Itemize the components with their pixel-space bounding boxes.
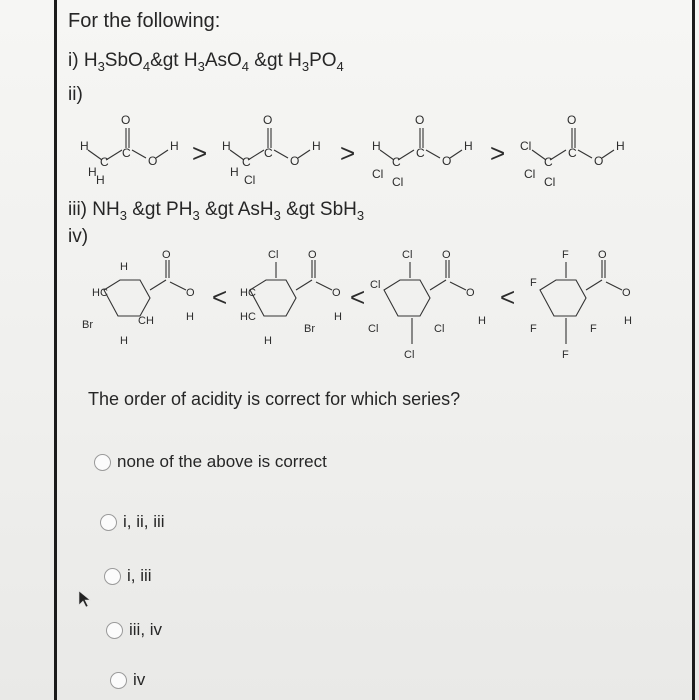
iv-r2-o2: O xyxy=(332,287,341,299)
option-none-label: none of the above is correct xyxy=(117,452,327,471)
iv-r4-h: H xyxy=(624,315,632,327)
radio-iv[interactable] xyxy=(110,672,127,689)
option-iii-iv[interactable] xyxy=(106,620,162,640)
iv-r3-cl5: Cl xyxy=(404,349,415,361)
ii-s3-c: C xyxy=(392,155,401,169)
iv-r4-f2: F xyxy=(530,277,537,289)
ii-s1-c2: C xyxy=(122,146,131,160)
ii-s2-o-top: O xyxy=(263,113,273,127)
ii-s3-o-top: O xyxy=(415,113,425,127)
ii-s2-h3: H xyxy=(230,165,239,179)
ii-s3-cl2: Cl xyxy=(392,175,404,189)
ii-s1-h3: H xyxy=(88,165,97,179)
ii-s3-cl: Cl xyxy=(372,167,384,181)
iv-r2-o: O xyxy=(308,249,317,261)
ii-s4-o-top: O xyxy=(567,113,577,127)
iv-r2-hc2: HC xyxy=(240,311,256,323)
iv-r1-o2: O xyxy=(186,287,195,299)
iv-r3-cl4: Cl xyxy=(434,323,445,335)
iv-r2-hc: HC xyxy=(240,287,256,299)
ii-s3-h: H xyxy=(372,139,381,153)
option-i-ii-iii[interactable] xyxy=(100,512,165,532)
ii-s4-c2: C xyxy=(568,146,577,160)
series-ii-label: ii) xyxy=(68,84,83,105)
option-i-iii[interactable] xyxy=(104,566,152,586)
ii-gt-2: > xyxy=(340,138,356,168)
iv-r1-hc: HC xyxy=(92,287,108,299)
iv-r3-h: H xyxy=(478,315,486,327)
series-i: i) $H_3SbO_4\&gt$ $H_3AsO_4$ &gt $H_3PO_4$ xyxy=(68,50,344,74)
iv-r4-f3: F xyxy=(530,323,537,335)
iv-r2-h: H xyxy=(334,311,342,323)
ii-s4-cl3: Cl xyxy=(544,175,556,189)
ii-s2-h: H xyxy=(222,139,231,153)
ii-s2-c2: C xyxy=(264,146,273,160)
iv-r4-o2: O xyxy=(622,287,631,299)
iv-r3-cl2: Cl xyxy=(370,279,381,291)
question-text: The order of acidity is correct for which series? xyxy=(88,389,461,409)
iv-r1-br: Br xyxy=(82,319,93,331)
series-iv-label: iv) xyxy=(68,226,89,247)
option-i-iii-label: i, iii xyxy=(127,566,152,585)
option-iii-iv-label: iii, iv xyxy=(129,620,163,639)
iv-lt-3: < xyxy=(500,282,516,312)
iv-r4-f4: F xyxy=(590,323,597,335)
iv-lt-1: < xyxy=(212,282,228,312)
option-i-ii-iii-label: i, ii, iii xyxy=(123,512,165,531)
iv-r1-o: O xyxy=(162,249,171,261)
iv-r4-f5: F xyxy=(562,349,569,361)
ii-s4-c: C xyxy=(544,155,553,169)
iv-r3-cl: Cl xyxy=(402,249,413,261)
ii-s2-c: C xyxy=(242,155,251,169)
iv-r2-br: Br xyxy=(304,323,315,335)
option-iv-label: iv xyxy=(133,670,146,689)
ii-s1-o-top: O xyxy=(121,113,131,127)
ii-s4-h: H xyxy=(616,139,625,153)
ii-s2-cl: Cl xyxy=(244,173,256,187)
ii-s3-o: O xyxy=(442,154,452,168)
ii-s2-h2: H xyxy=(312,139,321,153)
mouse-cursor-icon xyxy=(77,590,91,608)
iv-r1-h3: H xyxy=(120,335,128,347)
iv-r4-f: F xyxy=(562,249,569,261)
ii-s4-cl: Cl xyxy=(520,139,532,153)
radio-iii-iv[interactable] xyxy=(106,622,123,639)
iv-lt-2: < xyxy=(350,282,366,312)
ii-s1-o: O xyxy=(148,154,158,168)
ii-s3-h2: H xyxy=(464,139,473,153)
radio-i-ii-iii[interactable] xyxy=(100,514,117,531)
ii-s4-o: O xyxy=(594,154,604,168)
ii-s1-h4: H xyxy=(96,173,105,187)
series-iii: iii) $NH_3$ &gt $PH_3$ &gt AsH$_3$ &gt SbH$_3$ xyxy=(68,199,365,223)
ii-gt-1: > xyxy=(192,138,208,168)
ii-s3-c2: C xyxy=(416,146,425,160)
ii-s2-o: O xyxy=(290,154,300,168)
ii-s4-cl2: Cl xyxy=(524,167,536,181)
ii-gt-3: > xyxy=(490,138,506,168)
iv-r3-o: O xyxy=(442,249,451,261)
option-iv[interactable] xyxy=(110,670,145,690)
ii-s1-c: C xyxy=(100,155,109,169)
iv-r3-cl3: Cl xyxy=(368,323,379,335)
option-none[interactable] xyxy=(94,452,327,472)
iv-r2-h2: H xyxy=(264,335,272,347)
iv-r2-cl: Cl xyxy=(268,249,279,261)
ii-s1-h2: H xyxy=(170,139,179,153)
radio-none[interactable] xyxy=(94,454,111,471)
iv-r4-o: O xyxy=(598,249,607,261)
iv-r3-o2: O xyxy=(466,287,475,299)
iv-r1-h2: H xyxy=(120,261,128,273)
iv-r1-h: H xyxy=(186,311,194,323)
heading: For the following: xyxy=(68,10,221,32)
radio-i-iii[interactable] xyxy=(104,568,121,585)
ii-s1-h: H xyxy=(80,139,89,153)
iv-r1-ch: CH xyxy=(138,315,154,327)
